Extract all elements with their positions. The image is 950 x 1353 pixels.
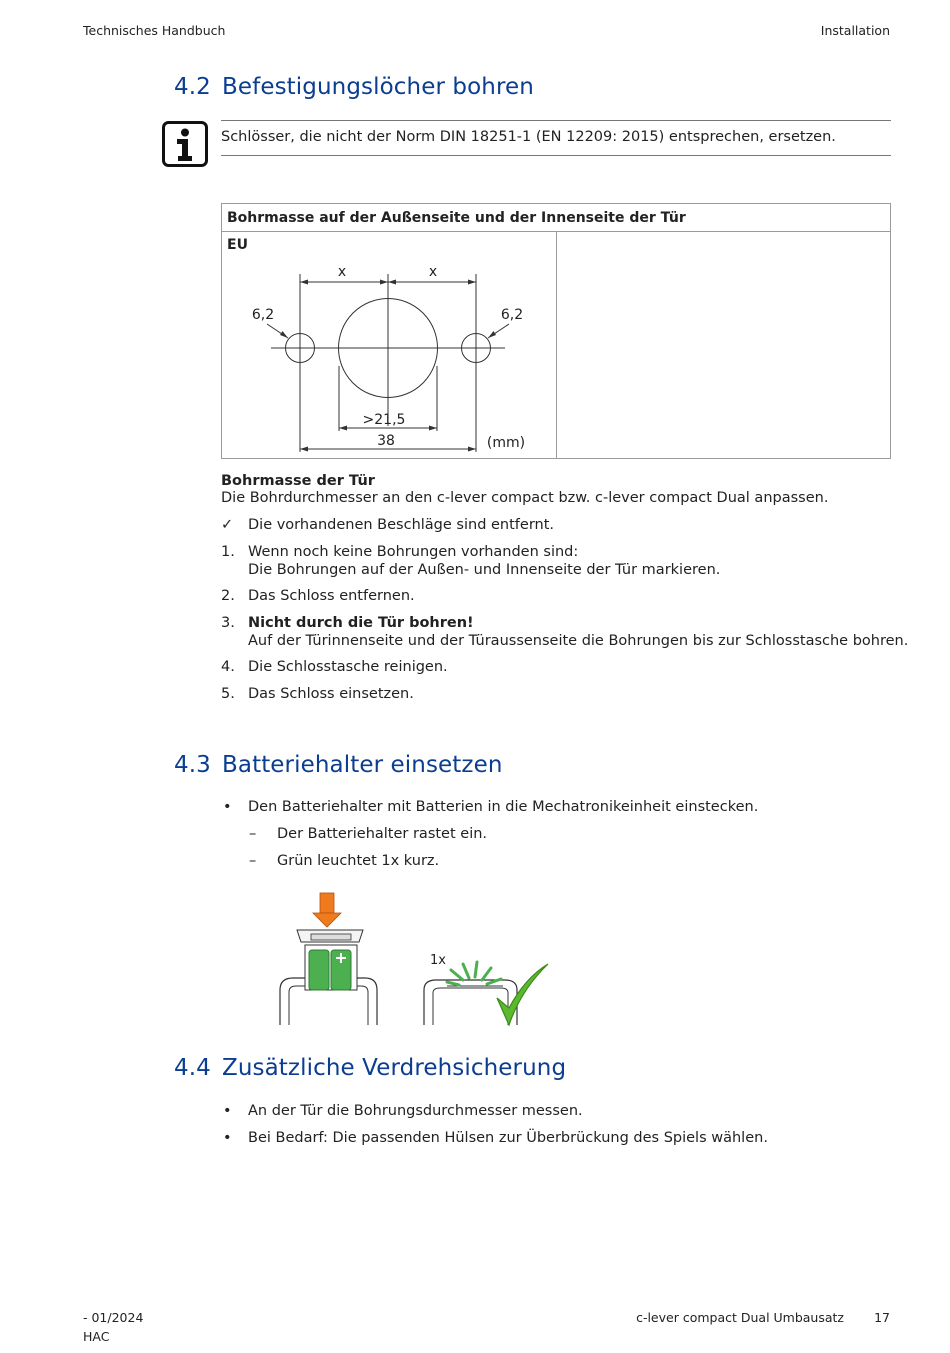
dim-big-hole: >21,5 [362,412,406,428]
table-header: Bohrmasse auf der Außenseite und der Innenseite der Tür [227,210,686,226]
dim-x-left: x [337,264,347,280]
arrow-down-icon [313,893,341,927]
step-item [221,587,891,605]
step-item [221,685,891,703]
step-text: Das Schloss entfernen. [248,588,415,604]
bullet-item [221,1102,891,1120]
dash-icon: – [249,853,257,869]
bullet-icon: • [223,1103,232,1119]
info-rule-top [221,120,891,121]
step-item [221,543,891,579]
battery-insert-illustration [280,893,377,1025]
footer-company: HAC [83,1329,110,1344]
sub-bullet-item [249,852,889,870]
dim-total: 38 [377,433,395,449]
section-number: 4.3 [174,752,211,778]
step-number: 5. [221,686,235,702]
dim-unit: (mm) [486,435,526,451]
sub-bullet-text: Grün leuchtet 1x kurz. [277,853,440,869]
step-text-line2: Auf der Türinnenseite und der Türaussenseite die Bohrungen bis zur Schlosstasche bohren. [248,633,909,649]
dim-small-hole-right: 6,2 [500,307,524,323]
precondition-item [221,516,891,534]
table-header-row [222,204,890,232]
section-number: 4.4 [174,1055,211,1081]
bullet-item [221,1129,891,1147]
sub-bullet-text: Der Batteriehalter rastet ein. [277,826,488,842]
bullet-text: Den Batteriehalter mit Batterien in die Mechatronikeinheit einstecken. [248,799,759,815]
section-title: Batteriehalter einsetzen [222,752,503,778]
step-number: 4. [221,659,235,675]
section-heading-4-3 [174,752,503,778]
section-title: Zusätzliche Verdrehsicherung [222,1055,567,1081]
section-heading-4-2 [174,74,534,100]
section-number: 4.2 [174,74,211,100]
info-text: Schlösser, die nicht der Norm DIN 18251-1 (EN 12209: 2015) entsprechen, ersetzen. [221,129,836,145]
section-heading-4-4 [174,1055,566,1081]
info-icon [162,121,208,167]
subsection-title: Bohrmasse der Tür [221,473,375,489]
subsection-text: Die Bohrdurchmesser an den c-lever compact bzw. c-lever compact Dual anpassen. [221,490,829,506]
step-text: Die Schlosstasche reinigen. [248,659,448,675]
footer-document: c-lever compact Dual Umbausatz [636,1310,844,1325]
step-item [221,658,891,676]
page-number: 17 [874,1310,890,1325]
drilling-table [221,203,891,459]
bullet-item [221,798,891,816]
battery-figure [275,890,560,1030]
sub-bullet-item [249,825,889,843]
precondition-text: Die vorhandenen Beschläge sind entfernt. [248,517,555,533]
drilling-diagram [247,256,557,456]
footer-date: - 01/2024 [83,1310,144,1325]
bullet-text: An der Tür die Bohrungsdurchmesser messen. [248,1103,583,1119]
battery-confirm-illustration [424,953,548,1025]
check-icon: ✓ [221,517,234,533]
step-number: 2. [221,588,235,604]
header-right: Installation [820,23,890,38]
bullet-icon: • [223,1130,232,1146]
step-warning: Nicht durch die Tür bohren! [248,615,474,631]
bullet-text: Bei Bedarf: Die passenden Hülsen zur Überbrückung des Spiels wählen. [248,1130,768,1146]
step-number: 1. [221,544,235,560]
header-left: Technisches Handbuch [83,23,226,38]
dim-small-hole-left: 6,2 [251,307,275,323]
figure-label: 1x [430,953,446,968]
table-cell-label: EU [227,237,248,253]
section-title: Befestigungslöcher bohren [222,74,534,100]
dim-x-right: x [428,264,438,280]
step-number: 3. [221,615,235,631]
dash-icon: – [249,826,257,842]
info-rule-bottom [221,155,891,156]
step-text: Das Schloss einsetzen. [248,686,414,702]
step-text-line2: Die Bohrungen auf der Außen- und Innenseite der Tür markieren. [248,562,721,578]
step-text: Wenn noch keine Bohrungen vorhanden sind: [248,544,579,560]
bullet-icon: • [223,799,232,815]
step-item [221,614,909,650]
